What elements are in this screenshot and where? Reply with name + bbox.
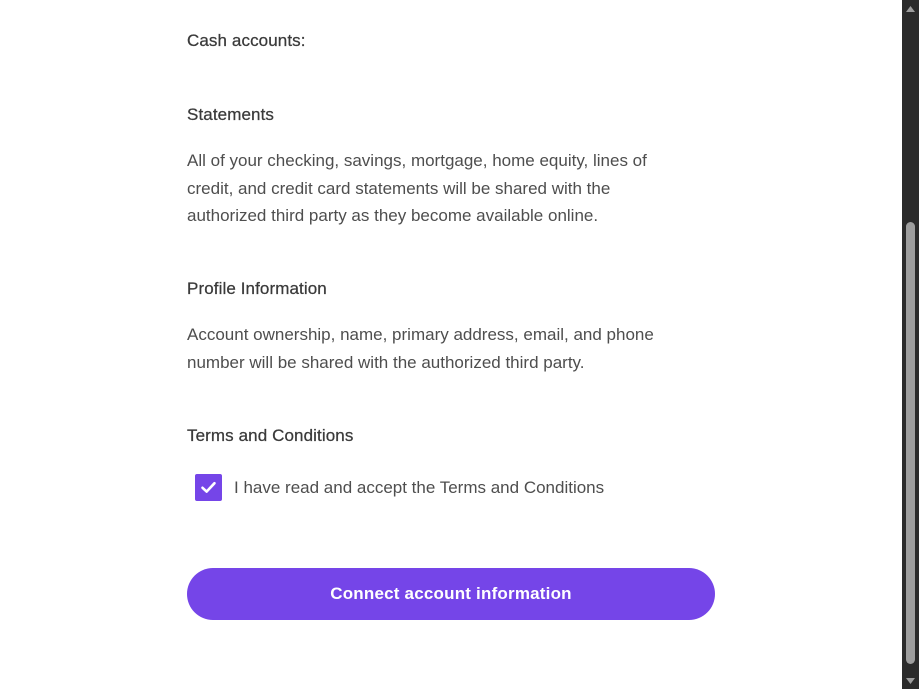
terms-checkbox-label[interactable]: I have read and accept the Terms and Conditions <box>234 477 605 497</box>
connect-account-button[interactable]: Connect account information <box>187 568 715 620</box>
profile-line-1: Account ownership, name, primary address, email, and phone <box>187 325 654 344</box>
profile-line-2: number will be shared with the authorized third party. <box>187 352 585 372</box>
cash-accounts-heading: Cash accounts: <box>187 31 306 50</box>
statements-line-1: All of your checking, savings, mortgage, home equity, lines of <box>187 151 647 170</box>
terms-checkbox[interactable] <box>195 474 222 501</box>
terms-consent-row <box>195 474 604 501</box>
scroll-down-button[interactable] <box>902 672 919 689</box>
scrollbar-thumb[interactable] <box>906 222 915 664</box>
scroll-up-button[interactable] <box>902 0 919 17</box>
checkmark-icon <box>200 479 217 496</box>
statements-description <box>187 147 715 230</box>
triangle-up-icon <box>905 5 916 13</box>
vertical-scrollbar[interactable] <box>902 0 919 689</box>
terms-heading: Terms and Conditions <box>187 426 354 445</box>
statements-line-2: credit, and credit card statements will be shared with the <box>187 178 611 198</box>
statements-heading: Statements <box>187 105 274 124</box>
triangle-down-icon <box>905 677 916 685</box>
profile-information-heading: Profile Information <box>187 279 327 298</box>
profile-information-description <box>187 321 715 376</box>
statements-line-3: authorized third party as they become available online. <box>187 206 599 225</box>
